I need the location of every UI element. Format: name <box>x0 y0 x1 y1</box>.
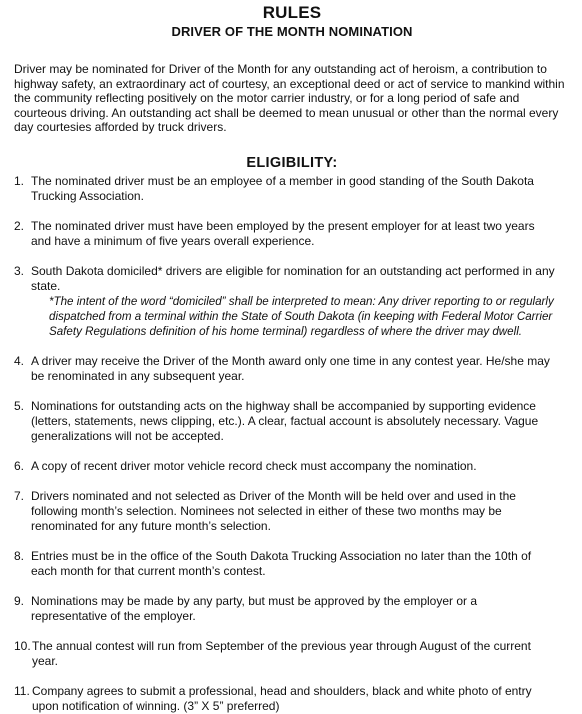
rule-item <box>14 174 570 204</box>
rule-item <box>14 594 570 624</box>
rule-number: 1. <box>14 173 25 188</box>
rule-item <box>14 399 570 444</box>
rule-item <box>14 354 570 384</box>
rule-item <box>14 264 570 339</box>
rule-number: 8. <box>14 548 25 563</box>
rule-number: 3. <box>14 263 25 278</box>
rule-number: 11. <box>14 683 30 698</box>
rule-number: 2. <box>14 218 25 233</box>
rule-text: South Dakota domiciled* drivers are eligible for nomination for an outstanding act performed in any state. <box>31 263 555 293</box>
rule-item <box>14 549 570 579</box>
rule-text: Entries must be in the office of the South Dakota Trucking Association no later than the 10th of each month for that current month’s contest. <box>31 548 532 578</box>
rule-text: The nominated driver must be an employee of a member in good standing of the South Dakota Trucking Association. <box>31 173 534 203</box>
eligibility-heading: ELIGIBILITY: <box>246 154 338 171</box>
rule-text: Nominations for outstanding acts on the highway shall be accompanied by supporting evidence (letters, statements, news clipping, etc.). A clear, factual account is absolutely necessary. Vague generalizations will not be accepted. <box>31 398 539 443</box>
intro-paragraph: Driver may be nominated for Driver of the Month for any outstanding act of heroism, a contribution to highway safety, an extraordinary act of courtesy, an exceptional deed or act of service to mankind within the community reflecting positively on the motor carrier industry, or for a long period of safe and courteous driving. An outstanding act shall be deemed to mean unusual or other than the normal every day courtesies afforded by truck drivers. <box>14 62 565 135</box>
rule-item <box>14 219 570 249</box>
rule-number: 7. <box>14 488 25 503</box>
rule-text: The annual contest will run from September of the previous year through August of the current year. <box>32 638 531 668</box>
rule-text-block <box>31 264 570 339</box>
rule-text: A driver may receive the Driver of the Month award only one time in any contest year. He/she may be renominated in any subsequent year. <box>31 353 550 383</box>
eligibility-rules-list <box>14 174 570 714</box>
rule-number: 4. <box>14 353 25 368</box>
rule-item <box>14 639 570 669</box>
rule-text: Company agrees to submit a professional, head and shoulders, black and white photo of entry upon notification of winning. (3” X 5” preferred) <box>32 683 532 713</box>
domicile-footnote: *The intent of the word “domiciled” shall be interpreted to mean: Any driver reporting to or regularly dispatched from a terminal within the State of South Dakota (in keeping with Federal Motor Carrier Safety Regulations definition of his home terminal) regardless of where the driver may dwell. <box>49 294 554 338</box>
rule-number: 5. <box>14 398 25 413</box>
rule-number: 10. <box>14 638 31 653</box>
rule-text: The nominated driver must have been employed by the present employer for at least two years and have a minimum of five years overall experience. <box>31 218 535 248</box>
document-title: RULES <box>262 3 322 22</box>
rule-item <box>14 684 570 714</box>
rule-text: Drivers nominated and not selected as Driver of the Month will be held over and used in the following month’s selection. Nominees not selected in either of these two months may be renominated for any future month’s selection. <box>31 488 516 533</box>
rule-item <box>14 459 570 474</box>
rule-number: 9. <box>14 593 25 608</box>
rule-text: A copy of recent driver motor vehicle record check must accompany the nomination. <box>31 458 477 473</box>
rule-item <box>14 489 570 534</box>
rule-number: 6. <box>14 458 25 473</box>
rule-text: Nominations may be made by any party, but must be approved by the employer or a representative of the employer. <box>31 593 478 623</box>
document-subtitle: DRIVER OF THE MONTH NOMINATION <box>171 24 413 39</box>
